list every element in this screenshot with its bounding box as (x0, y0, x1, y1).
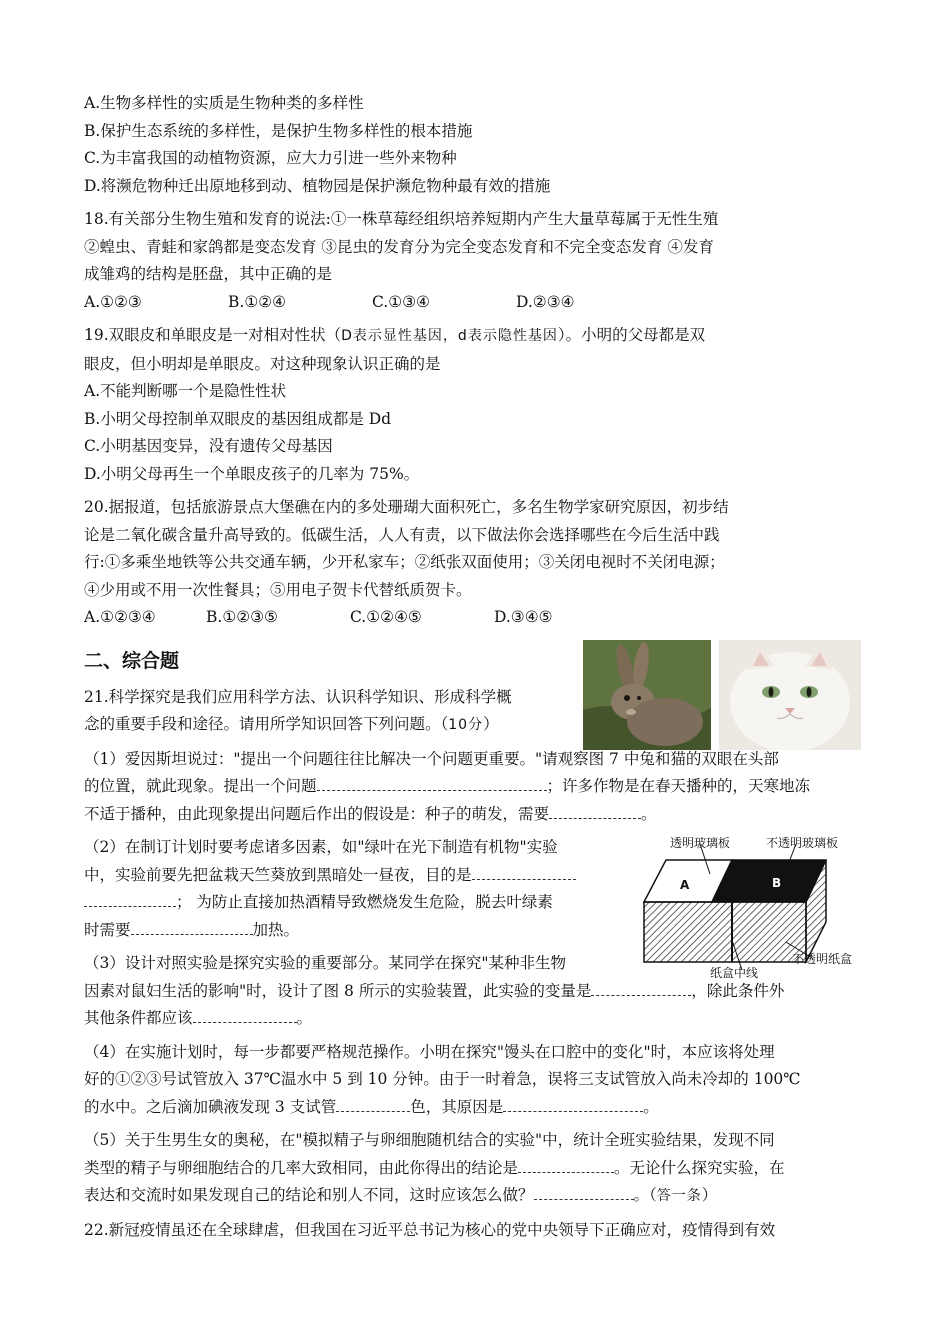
q20-stem-line2: 论是二氧化碳含量升高导致的。低碳生活，人人有责，以下做法你会选择哪些在今后生活中践 (84, 525, 720, 544)
q21-p5-text-a: 类型的精子与卵细胞结合的几率大致相同，由此你得出的结论是 (84, 1158, 519, 1177)
question-19 (84, 322, 880, 488)
q21-p3-line3 (84, 1005, 880, 1033)
q21-intro-end: ） (483, 715, 499, 733)
q21-part5 (84, 1127, 880, 1211)
q21-p2-line3 (84, 889, 629, 917)
question-18 (84, 206, 880, 316)
q17-option-a: A.生物多样性的实质是生物种类的多样性 (84, 94, 364, 112)
q21-p5-handwritten-note: 答一条 (656, 1188, 702, 1204)
q21-intro-line2 (84, 711, 574, 740)
q21-p5-text-e: ） (701, 1186, 718, 1204)
figure-7-photos (583, 640, 863, 750)
q19-stem-part1: 19.双眼皮和单眼皮是一对相对性状（ (84, 326, 342, 344)
answer-blank[interactable] (591, 981, 691, 996)
q17-option-d: D.将濒危物种迁出原地移到动、植物园是保护濒危物种最有效的措施 (84, 176, 551, 195)
q17-options (84, 90, 880, 200)
q19-stem-part2: ）。小明的父母都是双 (557, 326, 706, 344)
q21-p1-line2 (84, 773, 880, 801)
section-title: 二、综合题 (84, 649, 180, 672)
q21-p4-line2: 好的①②③号试管放入 37℃温水中 5 到 10 分钟。由于一时着急，误将三支试管放入尚未冷却的 100℃ (84, 1070, 801, 1088)
q21-p5-line1: （5）关于生男生女的奥秘，在"模拟精子与卵细胞随机结合的实验"中，统计全班实验结果，发现不同 (84, 1131, 775, 1149)
q21-score-note: 10分 (448, 717, 484, 733)
label-a: A (680, 878, 690, 892)
rabbit-photo (583, 640, 711, 750)
q20-option-d: D.③④⑤ (494, 608, 553, 626)
q18-option-c: C.①③④ (372, 292, 430, 311)
q21-p2-text-b: ； 为防止直接加热酒精导致燃烧发生危险，脱去叶绿素 (176, 893, 553, 911)
question-22 (84, 1217, 880, 1245)
q22-stem-line1: 22.新冠疫情虽还在全球肆虐，但我国在习近平总书记为核心的党中央领导下正确应对，疫情得到有效 (84, 1220, 776, 1239)
q21-p2-line1: （2）在制订计划时要考虑诸多因素，如"绿叶在光下制造有机物"实验 (84, 838, 558, 856)
q19-option-a: A.不能判断哪一个是隐性性状 (84, 382, 287, 400)
answer-blank[interactable] (131, 920, 253, 935)
q21-intro-line1: 21.科学探究是我们应用科学方法、认识科学知识、形成科学概 (84, 687, 512, 706)
cat-photo (719, 640, 861, 750)
label-transparent-glass: 透明玻璃板 (670, 836, 731, 850)
question-20 (84, 494, 880, 632)
label-opaque-box: 不透明纸盒 (792, 952, 853, 966)
answer-blank[interactable] (549, 804, 641, 819)
q21-p1-line1: （1）爱因斯坦说过："提出一个问题往往比解决一个问题更重要。"请观察图 7 中兔和猫的双眼在头部 (84, 749, 779, 768)
q18-stem-line1: 18.有关部分生物生殖和发育的说法:①一株草莓经组织培养短期内产生大量草莓属于无性生殖 (84, 210, 719, 228)
q18-stem-line3: 成雏鸡的结构是胚盘，其中正确的是 (84, 265, 333, 283)
q21-p5-text-c: 表达和交流时如果发现自己的结论和别人不同，这时应该怎么做？ (84, 1186, 534, 1204)
q21-intro-text: 念的重要手段和途径。请用所学知识回答下列问题。（ (84, 715, 449, 733)
q21-p4-text-c: 。 (643, 1097, 659, 1116)
q19-stem-line1 (84, 322, 880, 351)
q21-p2-text-c: 时需要 (84, 920, 131, 939)
q21-p3-text-b: ，除此条件外 (691, 981, 785, 1000)
cat-illustration (719, 640, 861, 750)
q20-option-a: A.①②③④ (84, 608, 156, 626)
q20-option-b: B.①②③⑤ (206, 608, 278, 626)
q21-p2-line2 (84, 862, 629, 890)
q21-p5-text-b: 。无论什么探究实验，在 (614, 1158, 785, 1177)
q18-option-d: D.②③④ (516, 292, 575, 311)
q21-part1 (84, 746, 880, 829)
q19-option-b: B.小明父母控制单双眼皮的基因组成都是 Dd (84, 409, 392, 428)
q21-part4 (84, 1039, 880, 1122)
q21-p2-text-a: 中，实验前要先把盆栽天竺葵放到黑暗处一昼夜，目的是 (84, 865, 472, 884)
q20-options (84, 604, 880, 632)
answer-blank[interactable] (518, 1158, 614, 1173)
answer-blank[interactable] (472, 865, 576, 880)
q21-p4-text-a: 的水中。之后滴加碘液发现 3 支试管 (84, 1097, 337, 1116)
label-b: B (772, 876, 782, 890)
q18-options (84, 289, 880, 317)
answer-blank[interactable] (503, 1097, 643, 1112)
q21-p5-line3 (84, 1182, 880, 1211)
q21-p3-text-c: 其他条件都应该 (84, 1009, 193, 1027)
q21-p3-line1: （3）设计对照实验是探究实验的重要部分。某同学在探究"某种非生物 (84, 954, 566, 972)
q19-handwritten-note: D表示显性基因，d表示隐性基因 (341, 328, 558, 344)
q18-option-b: B.①②④ (228, 292, 287, 311)
answer-blank[interactable] (317, 776, 547, 791)
q21-p1-text-c: 不适于播种，由此现象提出问题后作出的假设是：种子的萌发，需要 (84, 804, 550, 823)
q21-p2-text-d: 加热。 (252, 920, 300, 939)
label-midline: 纸盒中线 (710, 966, 759, 980)
q17-option-b: B.保护生态系统的多样性，是保护生物多样性的根本措施 (84, 121, 473, 140)
q19-option-c: C.小明基因变异，没有遗传父母基因 (84, 437, 333, 455)
q20-option-c: C.①②④⑤ (350, 608, 422, 626)
q21-p3-text-a: 因素对鼠妇生活的影响"时，设计了图 8 所示的实验装置，此实验的变量是 (84, 981, 592, 1000)
figure-8-box-diagram (636, 830, 868, 980)
q21-p4-line1: （4）在实施计划时，每一步都要严格规范操作。小明在探究"馒头在口腔中的变化"时，本应该将处理 (84, 1042, 775, 1061)
q21-p3-line2 (84, 978, 880, 1006)
q19-option-d: D.小明父母再生一个单眼皮孩子的几率为 75%。 (84, 464, 420, 483)
q21-p5-line2 (84, 1155, 880, 1183)
q21-p4-text-b: 色，其原因是 (410, 1097, 504, 1116)
q21-p4-line3 (84, 1094, 880, 1122)
label-opaque-glass: 不透明玻璃板 (766, 836, 839, 850)
rabbit-illustration (583, 640, 711, 750)
q21-p1-text-b: ；许多作物是在春天播种的，天寒地冻 (546, 777, 811, 795)
q19-stem-line2: 眼皮，但小明却是单眼皮。对这种现象认识正确的是 (84, 354, 441, 373)
q20-stem-line3: 行:①多乘坐地铁等公共交通车辆，少开私家车；②纸张双面使用；③关闭电视时不关闭电源； (84, 553, 725, 571)
q20-stem-line1: 20.据报道，包括旅游景点大堡礁在内的多处珊瑚大面积死亡，多名生物学家研究原因，初步结 (84, 498, 729, 516)
q21-p1-line3 (84, 801, 880, 829)
q21-p5-text-d: 。（ (633, 1186, 657, 1204)
q18-stem-line2: ②蝗虫、青蛙和家鸽都是变态发育 ③昆虫的发育分为完全变态发育和不完全变态发育 ④发育 (84, 237, 714, 256)
answer-blank[interactable] (193, 1008, 297, 1023)
q21-p1-text-a: 的位置，就此现象。提出一个问题 (84, 777, 317, 795)
answer-blank[interactable] (534, 1185, 634, 1200)
answer-blank[interactable] (336, 1097, 410, 1112)
q18-option-a: A.①②③ (84, 292, 142, 311)
answer-blank[interactable] (84, 892, 176, 907)
q17-option-c: C.为丰富我国的动植物资源，应大力引进一些外来物种 (84, 149, 457, 167)
q21-p3-text-d: 。 (296, 1009, 313, 1027)
q21-p2-line4 (84, 917, 629, 945)
q21-p1-text-d: 。 (641, 804, 657, 823)
q20-stem-line4: ④少用或不用一次性餐具；⑤用电子贺卡代替纸质贺卡。 (84, 580, 472, 599)
